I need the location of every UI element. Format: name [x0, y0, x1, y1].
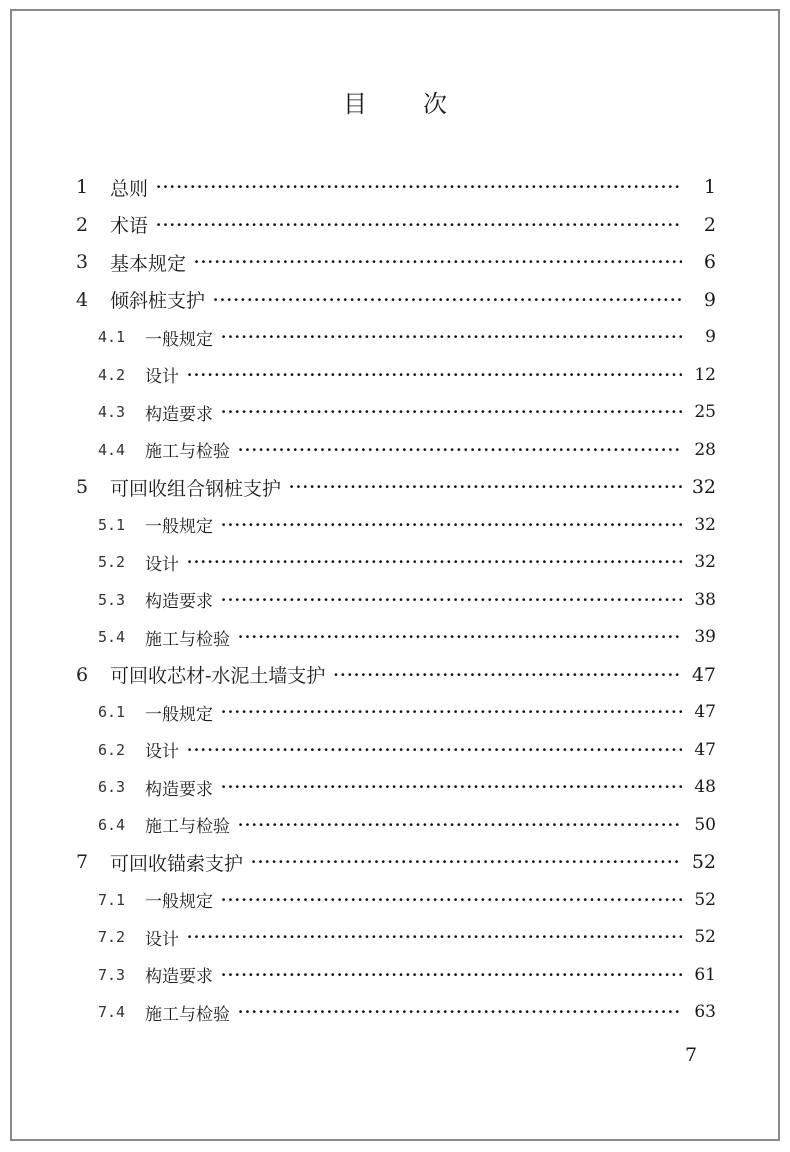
- toc-entry-label: 构造要求: [145, 404, 213, 425]
- toc-entry[interactable]: [76, 510, 716, 540]
- toc-entry-label: 设计: [145, 929, 179, 950]
- toc-title-char-2: 次: [423, 90, 447, 118]
- toc-entry-number: 4.4: [98, 440, 126, 459]
- toc-entry[interactable]: [76, 547, 716, 577]
- toc-entry-page: 52: [694, 889, 716, 910]
- toc-entry-number: 6: [76, 663, 89, 686]
- toc-entry-number: 7: [76, 851, 89, 873]
- toc-entry-page: 39: [694, 627, 716, 647]
- toc-entry-page: 52: [691, 851, 716, 873]
- toc-entry[interactable]: [76, 772, 716, 802]
- toc-entry-number: 7.2: [98, 928, 126, 946]
- toc-entry-page: 48: [694, 777, 716, 797]
- toc-entry[interactable]: [76, 397, 716, 427]
- toc-entry-label: 倾斜桩支护: [110, 290, 206, 312]
- toc-entry-label: 一般规定: [145, 517, 213, 537]
- toc-entry-page: 52: [694, 927, 716, 947]
- toc-entry-label: 设计: [145, 554, 179, 575]
- toc-entry-label: 施工与检验: [145, 817, 230, 837]
- toc-entry-label: 一般规定: [145, 704, 213, 725]
- toc-entry-number: 7.4: [98, 1003, 126, 1021]
- toc-entry-number: 1: [76, 176, 89, 198]
- dot-leader: [251, 847, 682, 877]
- toc-entry[interactable]: [76, 660, 716, 690]
- toc-entry[interactable]: [76, 472, 716, 502]
- toc-entry-page: 63: [694, 1002, 716, 1022]
- toc-entry-number: 4.3: [98, 403, 126, 421]
- toc-entry-page: 6: [703, 251, 716, 273]
- toc-entry-label: 基本规定: [110, 252, 187, 275]
- toc-entry[interactable]: [76, 322, 716, 352]
- dot-leader: [221, 960, 682, 990]
- toc-entry-page: 1: [703, 176, 716, 198]
- toc-entry[interactable]: [76, 885, 716, 915]
- dot-leader: [238, 997, 682, 1027]
- toc-entry[interactable]: [76, 847, 716, 877]
- toc-entry[interactable]: [76, 585, 716, 615]
- toc-entry-label: 施工与检验: [145, 1004, 230, 1025]
- dot-leader: [221, 397, 682, 427]
- toc-entry-label: 施工与检验: [145, 442, 230, 462]
- toc-entry-label: 总则: [110, 177, 149, 200]
- toc-entry-page: 38: [694, 589, 716, 610]
- toc-entry[interactable]: [76, 360, 716, 390]
- toc-entry[interactable]: [76, 622, 716, 652]
- dot-leader: [187, 922, 682, 952]
- toc-entry-label: 构造要求: [145, 967, 213, 987]
- toc-entry-page: 61: [694, 964, 716, 985]
- toc-entry-label: 构造要求: [145, 592, 213, 612]
- toc-entry[interactable]: [76, 810, 716, 840]
- toc-entry-number: 4.2: [98, 365, 126, 384]
- toc-entry-label: 可回收组合钢桩支护: [110, 477, 282, 500]
- toc-entry-number: 6.3: [98, 778, 126, 796]
- dot-leader: [221, 885, 682, 915]
- toc-entry[interactable]: [76, 247, 716, 277]
- toc-entry-label: 施工与检验: [145, 629, 230, 650]
- toc-entry-number: 3: [76, 251, 89, 273]
- toc-entry-page: 47: [691, 663, 716, 686]
- toc-entry-page: 47: [694, 702, 716, 722]
- toc-entry[interactable]: [76, 210, 716, 240]
- dot-leader: [221, 510, 682, 540]
- dot-leader: [238, 810, 682, 840]
- toc-entry-page: 2: [703, 213, 716, 236]
- dot-leader: [187, 547, 682, 577]
- toc-entry[interactable]: [76, 697, 716, 727]
- toc-entry-number: 4.1: [98, 328, 126, 346]
- toc-entry-number: 5.4: [98, 628, 126, 646]
- toc-entry[interactable]: [76, 285, 716, 315]
- toc-entry[interactable]: [76, 997, 716, 1027]
- toc-entry-page: 47: [694, 739, 716, 760]
- toc-entry-label: 术语: [110, 215, 149, 237]
- toc-entry-page: 28: [694, 439, 716, 460]
- toc-entry-number: 5.3: [98, 590, 126, 609]
- toc-entry-label: 设计: [145, 367, 179, 387]
- dot-leader: [238, 622, 682, 652]
- toc-entry-page: 9: [705, 327, 716, 347]
- toc-entry-label: 可回收锚索支护: [110, 852, 244, 875]
- dot-leader: [289, 472, 682, 502]
- toc-entry-number: 6.2: [98, 740, 126, 759]
- dot-leader: [221, 697, 682, 727]
- toc-entry[interactable]: [76, 735, 716, 765]
- dot-leader: [156, 172, 682, 202]
- toc-entry-page: 9: [703, 288, 716, 311]
- toc-entry-page: 12: [694, 364, 716, 385]
- toc-entry-label: 一般规定: [145, 329, 213, 350]
- dot-leader: [187, 735, 682, 765]
- toc-entry[interactable]: [76, 960, 716, 990]
- toc-entry[interactable]: [76, 922, 716, 952]
- toc-entry-number: 6.1: [98, 703, 126, 721]
- dot-leader: [213, 285, 682, 315]
- toc-entry-number: 6.4: [98, 815, 126, 834]
- toc-entry-number: 7.3: [98, 965, 126, 984]
- toc-entry-number: 5: [76, 476, 89, 498]
- toc-title-char-1: 目: [343, 90, 367, 118]
- toc-entry-label: 设计: [145, 742, 179, 762]
- toc-entry-page: 50: [694, 814, 716, 835]
- dot-leader: [221, 322, 682, 352]
- toc-entry-number: 7.1: [98, 890, 126, 909]
- page-number: 7: [684, 1044, 698, 1066]
- toc-entry-page: 32: [694, 514, 716, 535]
- dot-leader: [194, 247, 682, 277]
- toc-entry[interactable]: [76, 172, 716, 202]
- toc-entry[interactable]: [76, 435, 716, 465]
- dot-leader: [221, 585, 682, 615]
- toc-entry-number: 4: [76, 288, 89, 311]
- toc-entry-label: 一般规定: [145, 892, 213, 912]
- toc-entry-page: 32: [694, 552, 716, 572]
- dot-leader: [156, 210, 682, 240]
- toc-entry-page: 25: [694, 402, 716, 422]
- toc-entry-number: 5.2: [98, 553, 126, 571]
- toc-entry-label: 构造要求: [145, 779, 213, 800]
- dot-leader: [221, 772, 682, 802]
- dot-leader: [333, 660, 681, 690]
- dot-leader: [238, 435, 682, 465]
- toc-entry-page: 32: [691, 476, 716, 498]
- toc-entry-number: 5.1: [98, 515, 126, 534]
- toc-entry-label: 可回收芯材-水泥土墙支护: [110, 665, 326, 687]
- toc-entry-number: 2: [76, 213, 89, 236]
- dot-leader: [187, 360, 682, 390]
